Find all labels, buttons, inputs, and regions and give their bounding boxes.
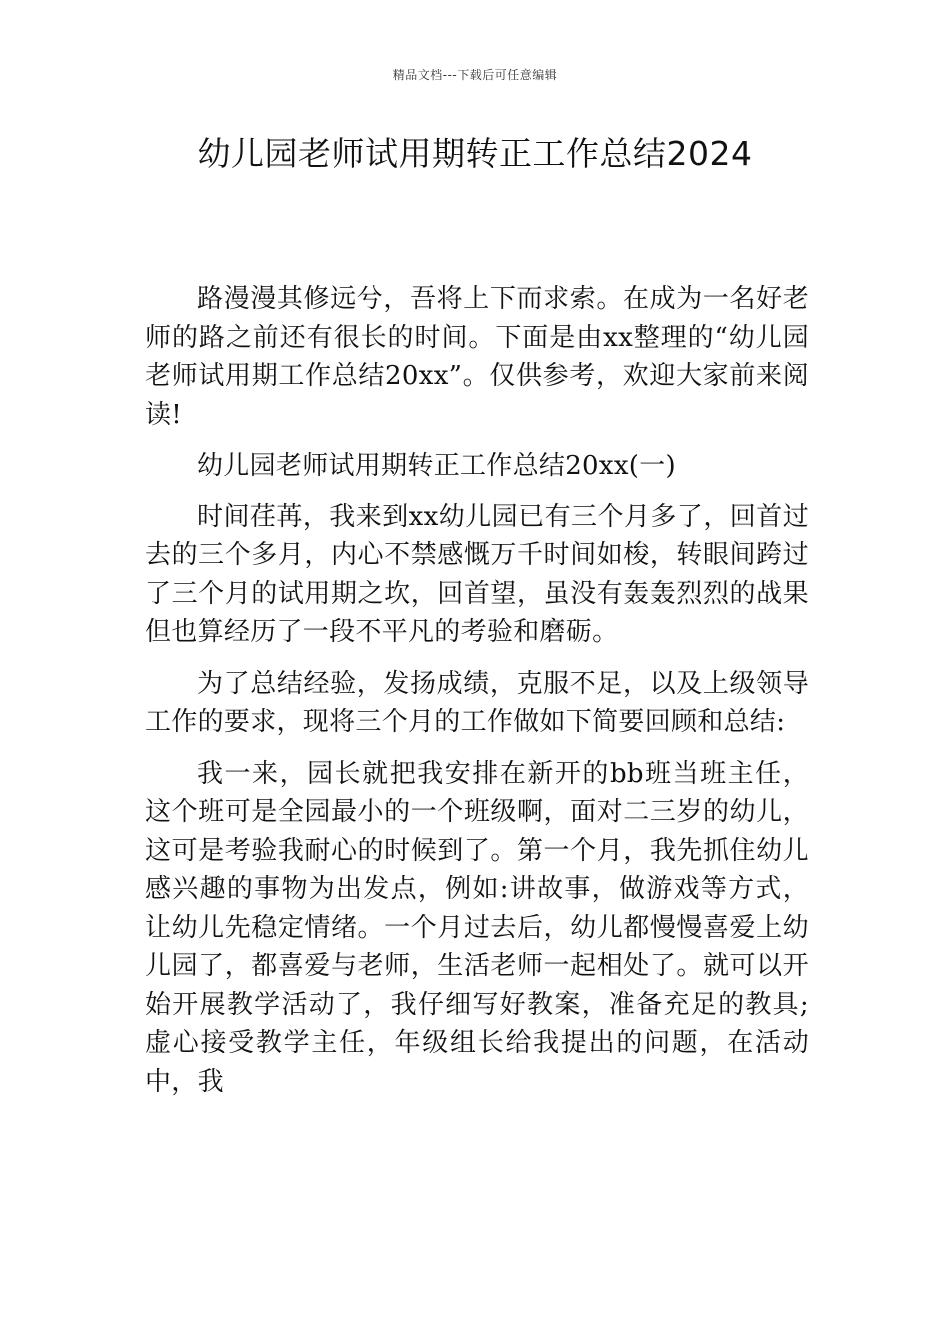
paragraph-intro: 路漫漫其修远兮，吾将上下而求索。在成为一名好老师的路之前还有很长的时间。下面是由xx整理的“幼儿园老师试用期工作总结20xx”。仅供参考，欢迎大家前来阅读!	[145, 284, 809, 430]
paragraph-2: 为了总结经验，发扬成绩，克服不足，以及上级领导工作的要求，现将三个月的工作做如下简要回顾和总结:	[145, 668, 809, 737]
document-title: 幼儿园老师试用期转正工作总结2024	[197, 134, 753, 173]
document-body	[145, 280, 809, 1114]
paragraph-3: 我一来，园长就把我安排在新开的bb班当班主任，这个班可是全园最小的一个班级啊，面对二三岁的幼儿，这可是考验我耐心的时候到了。第一个月，我先抓住幼儿感兴趣的事物为出发点，例如:讲故事，做游戏等方式，让幼儿先稳定情绪。一个月过去后，幼儿都慢慢喜爱上幼儿园了，都喜爱与老师，生活老师一起相处了。就可以开始开展教学活动了，我仔细写好教案，准备充足的教具;虚心接受教学主任，年级组长给我提出的问题，在活动中，我	[145, 758, 809, 1097]
page-header-note: 精品文档---下载后可任意编辑	[392, 68, 558, 82]
section-heading: 幼儿园老师试用期转正工作总结20xx(一)	[197, 451, 676, 481]
paragraph-1: 时间荏苒，我来到xx幼儿园已有三个月多了，回首过去的三个多月，内心不禁感慨万千时间如梭，转眼间跨过了三个月的试用期之坎，回首望，虽没有轰轰烈烈的战果但也算经历了一段不平凡的考验和磨砺。	[145, 501, 809, 647]
